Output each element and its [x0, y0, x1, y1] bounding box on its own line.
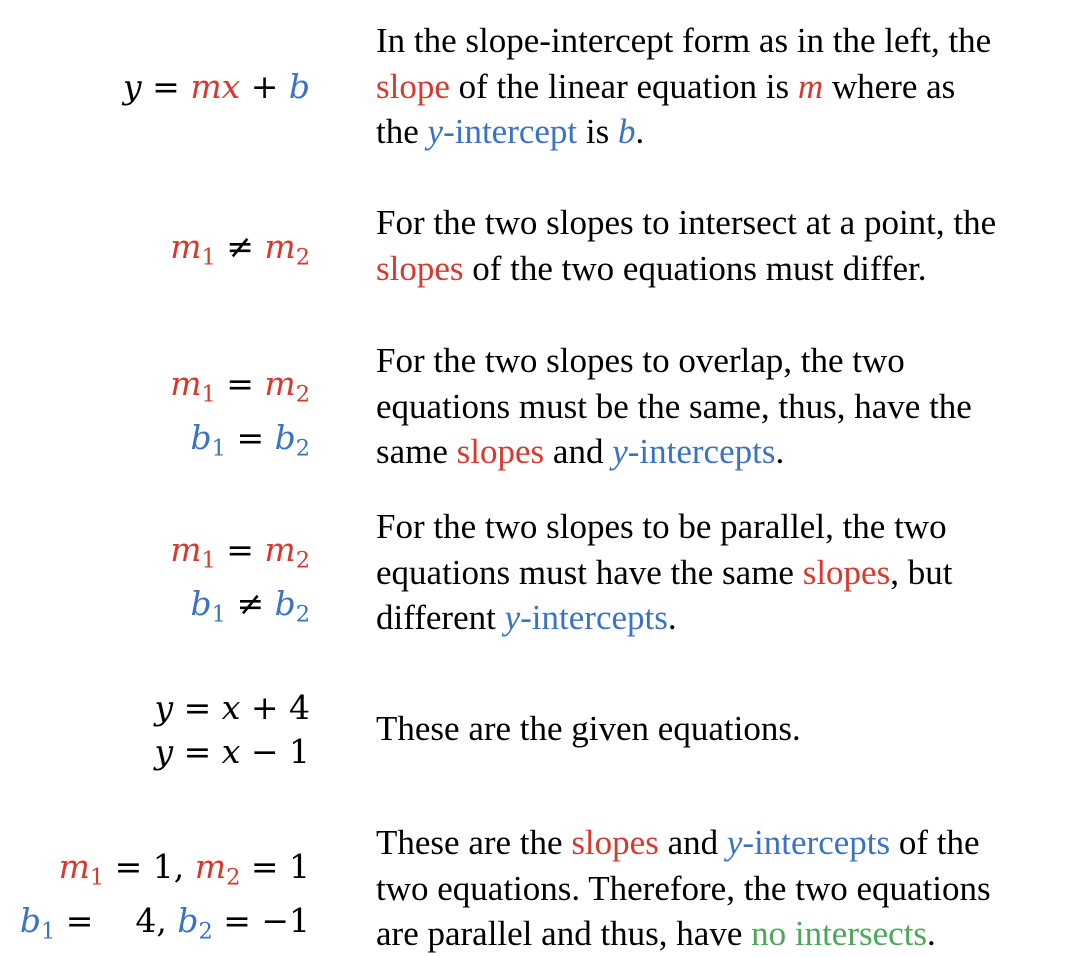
- var-y: y: [504, 598, 521, 637]
- text-fragment: and: [658, 823, 727, 862]
- text-fragment: same: [376, 432, 457, 471]
- text-fragment: equations must have the same: [376, 552, 803, 592]
- var-m: m: [58, 847, 90, 886]
- explanation-conclusion: [376, 820, 1062, 957]
- constant-term: − 1: [240, 732, 310, 771]
- text-line: For the two slopes to intersect at a point, the: [376, 203, 997, 242]
- text-line: [376, 429, 1062, 475]
- var-y: y: [726, 823, 743, 862]
- equals-sign: =: [215, 530, 265, 569]
- text-line: [376, 109, 1062, 155]
- text-fragment: of the linear equation is: [449, 66, 798, 106]
- text-line: These are the given equations.: [376, 709, 801, 748]
- intercepts-term: -intercepts: [520, 598, 668, 637]
- var-b: b: [190, 584, 212, 624]
- equals-sign: =: [141, 67, 191, 106]
- var-y: y: [123, 67, 142, 106]
- text-fragment: .: [927, 914, 936, 953]
- subscript: 1: [201, 547, 216, 574]
- value: = −1: [212, 901, 310, 941]
- text-line: equations must be the same, thus, have the: [376, 386, 972, 426]
- value: = 4,: [55, 901, 178, 941]
- text-fragment: .: [667, 598, 677, 637]
- equals-sign: =: [173, 688, 222, 727]
- subscript: 1: [89, 864, 105, 891]
- intercepts-term: -intercepts: [627, 432, 776, 471]
- text-fragment: These are the: [376, 823, 572, 862]
- slope-term: slope: [376, 66, 450, 106]
- subscript: 2: [295, 435, 310, 462]
- text-fragment: where as: [823, 66, 956, 106]
- step-row-parallel: [0, 504, 1068, 644]
- var-m: m: [264, 364, 296, 403]
- slopes-intercepts-values: [20, 845, 310, 954]
- text-fragment: of the two equations must differ.: [463, 248, 927, 288]
- subscript: 1: [40, 918, 56, 945]
- text-line: For the two slopes to overlap, the two: [376, 341, 905, 380]
- var-m: m: [264, 530, 296, 569]
- no-intersects-term: no intersects: [751, 914, 928, 953]
- explanation-slope-intercept: [376, 18, 1062, 155]
- text-fragment: is: [577, 112, 619, 151]
- equation-slopes-differ: [170, 225, 310, 279]
- var-y: y: [427, 112, 444, 151]
- text-fragment: are parallel and thus, have: [376, 914, 752, 953]
- subscript: 2: [295, 601, 310, 628]
- explanation-overlap: [376, 338, 1062, 475]
- var-m: m: [194, 847, 227, 886]
- var-m: m: [264, 227, 296, 266]
- subscript: 2: [198, 918, 213, 945]
- slopes-term: slopes: [376, 248, 464, 288]
- text-fragment: different: [376, 598, 505, 637]
- text-line: [376, 64, 1062, 110]
- text-fragment: .: [635, 112, 645, 151]
- var-y: y: [612, 432, 628, 471]
- equation-same-line: [170, 362, 310, 471]
- subscript: 1: [201, 381, 216, 408]
- var-x: x: [221, 688, 241, 727]
- var-m: m: [797, 66, 824, 106]
- subscript: 2: [295, 381, 310, 408]
- step-row-intersect: [0, 200, 1068, 300]
- var-x: x: [221, 67, 241, 106]
- var-x: x: [221, 732, 241, 771]
- equals-sign: =: [225, 418, 275, 458]
- var-m: m: [170, 530, 202, 569]
- explanation-parallel: [376, 504, 1062, 641]
- var-b: b: [274, 584, 296, 624]
- text-fragment: .: [775, 432, 785, 471]
- subscript: 2: [226, 864, 241, 891]
- text-line: [376, 550, 1062, 596]
- var-y: y: [154, 732, 174, 771]
- text-line: [376, 911, 1062, 957]
- var-b: b: [274, 418, 296, 458]
- step-row-given: [0, 686, 1068, 786]
- var-y: y: [154, 688, 174, 727]
- var-b: b: [19, 901, 41, 941]
- step-row-slope-intercept: [0, 18, 1068, 168]
- text-line: [376, 246, 1062, 292]
- explanation-given: [376, 706, 1062, 752]
- subscript: 1: [201, 244, 216, 271]
- subscript: 2: [295, 244, 310, 271]
- value: = 1: [240, 847, 310, 886]
- intercept-term: -intercept: [443, 112, 578, 151]
- constant-term: + 4: [240, 688, 310, 727]
- text-line: [376, 820, 1062, 866]
- var-m: m: [170, 227, 202, 266]
- equation-slope-intercept: [123, 65, 310, 109]
- text-fragment: and: [544, 432, 613, 471]
- step-row-conclusion: [0, 820, 1068, 954]
- step-row-overlap: [0, 338, 1068, 478]
- text-line: [376, 595, 1062, 641]
- text-line: two equations. Therefore, the two equations: [376, 868, 991, 908]
- intercepts-term: -intercepts: [742, 823, 891, 862]
- equals-sign: =: [173, 732, 222, 771]
- not-equal-sign: ≠: [215, 227, 265, 266]
- value: = 1,: [104, 847, 195, 886]
- not-equal-sign: ≠: [225, 584, 275, 624]
- subscript: 1: [211, 601, 226, 628]
- given-equations: [154, 686, 310, 774]
- explanation-intersect: [376, 200, 1062, 291]
- slopes-term: slopes: [571, 823, 659, 862]
- var-m: m: [190, 67, 222, 106]
- text-line: For the two slopes to be parallel, the two: [376, 507, 947, 546]
- var-b: b: [618, 112, 636, 151]
- var-m: m: [170, 364, 202, 403]
- slopes-term: slopes: [456, 432, 545, 471]
- var-b: b: [190, 418, 212, 458]
- plus-sign: +: [240, 67, 289, 106]
- text-fragment: of the: [890, 823, 980, 862]
- equation-parallel-condition: [170, 528, 310, 637]
- equals-sign: =: [215, 364, 265, 403]
- text-fragment: , but: [890, 552, 953, 592]
- var-b: b: [288, 67, 310, 106]
- subscript: 2: [295, 547, 310, 574]
- slopes-term: slopes: [802, 552, 891, 592]
- subscript: 1: [211, 435, 226, 462]
- text-fragment: the: [376, 112, 428, 151]
- text-line: In the slope-intercept form as in the left, the: [376, 21, 992, 60]
- var-b: b: [177, 901, 199, 941]
